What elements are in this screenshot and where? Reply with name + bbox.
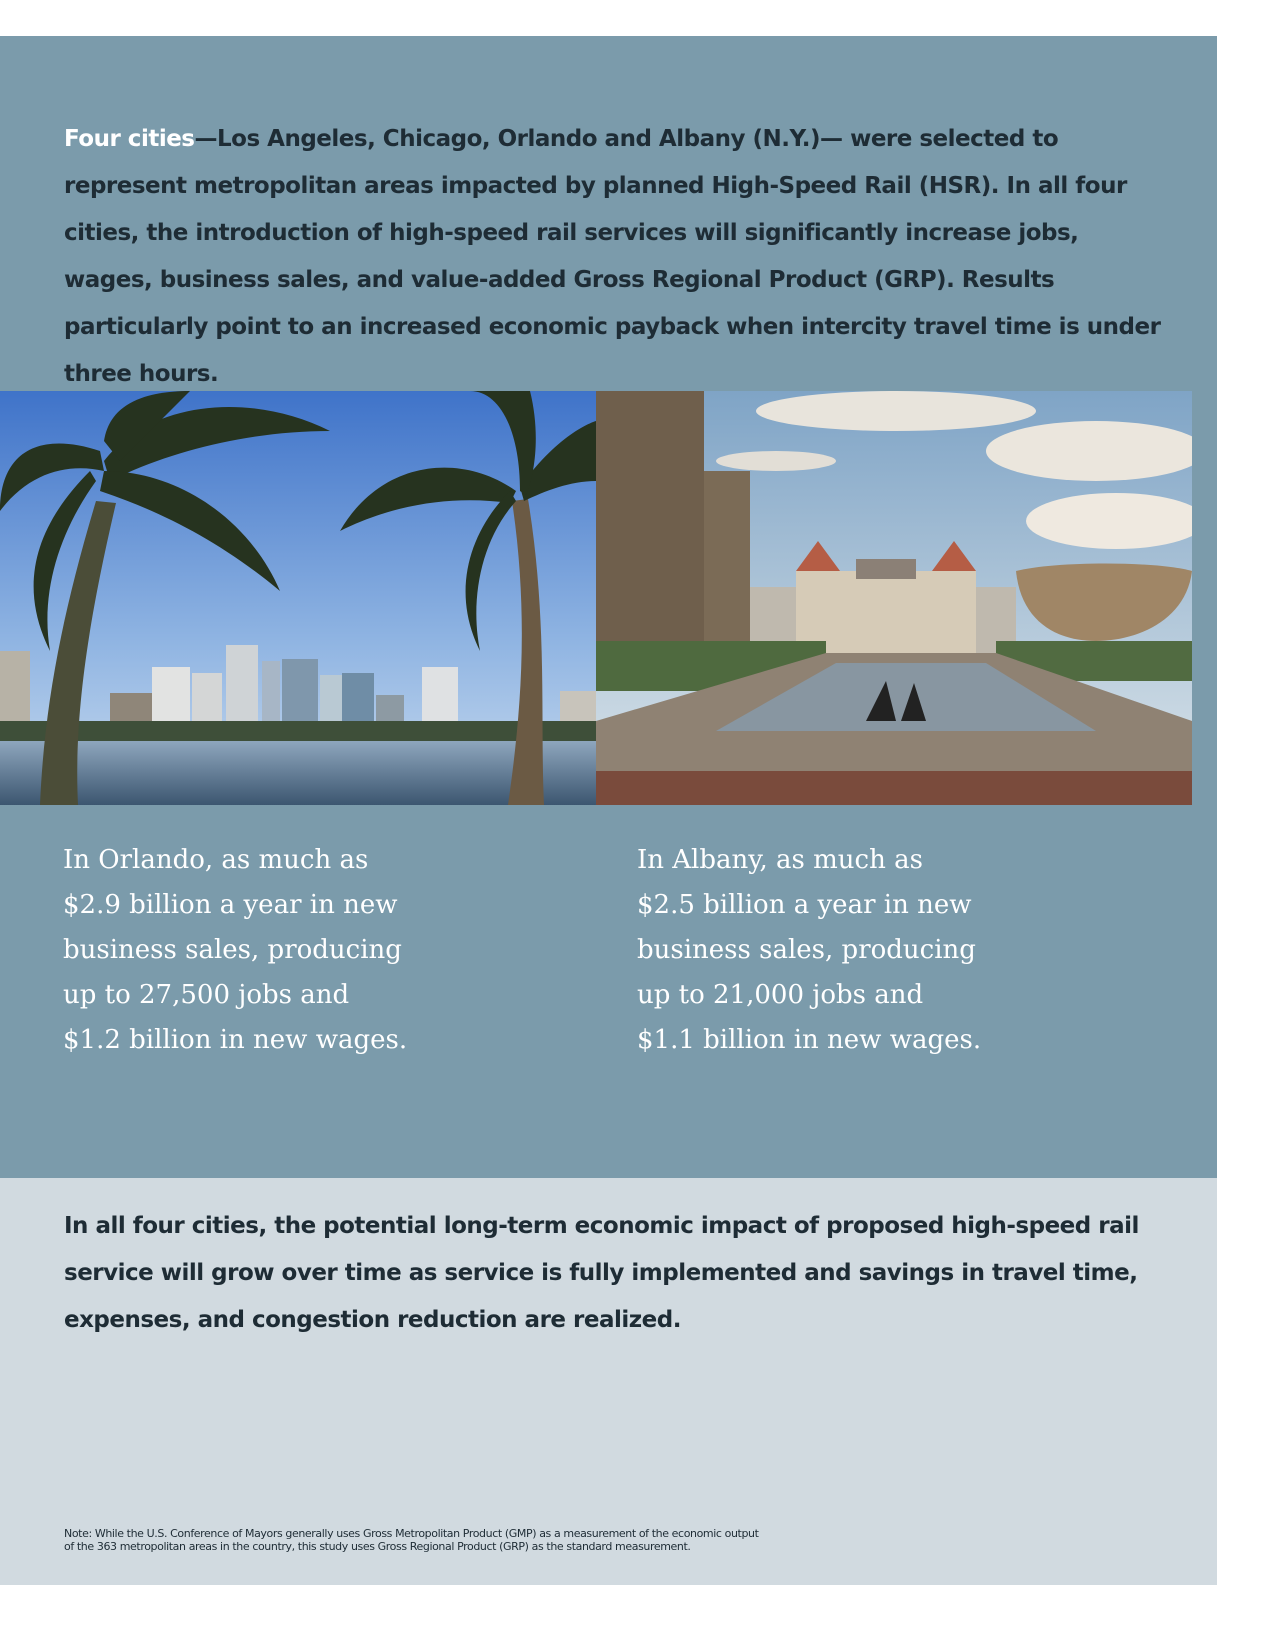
albany-line: $2.5 billion a year in new bbox=[637, 890, 972, 920]
orlando-line: In Orlando, as much as bbox=[63, 845, 369, 875]
intro-lead: Four cities bbox=[64, 126, 195, 152]
albany-text bbox=[637, 838, 1157, 1063]
footnote-line: of the 363 metropolitan areas in the country, this study uses Gross Regional Product (GRP) as the standard measurement. bbox=[64, 1540, 691, 1553]
orlando-text bbox=[63, 838, 583, 1063]
intro-paragraph bbox=[64, 116, 1174, 398]
albany-line: business sales, producing bbox=[637, 935, 976, 965]
albany-line: In Albany, as much as bbox=[637, 845, 923, 875]
summary-paragraph: In all four cities, the potential long-term economic impact of proposed high-speed rail service will grow over time as service is fully implemented and savings in travel time, expenses, and congestion reduction are realized. bbox=[64, 1213, 1139, 1333]
orlando-line: $2.9 billion a year in new bbox=[63, 890, 398, 920]
albany-line: up to 21,000 jobs and bbox=[637, 980, 924, 1010]
albany-photo bbox=[596, 391, 1192, 805]
orlando-line: $1.2 billion in new wages. bbox=[63, 1025, 408, 1055]
photo-strip bbox=[0, 391, 1192, 805]
orlando-line: up to 27,500 jobs and bbox=[63, 980, 350, 1010]
orlando-line: business sales, producing bbox=[63, 935, 402, 965]
albany-line: $1.1 billion in new wages. bbox=[637, 1025, 982, 1055]
intro-body: —Los Angeles, Chicago, Orlando and Albany (N.Y.)— were selected to represent metropolitan areas impacted by planned High-Speed Rail (HSR). In all four cities, the introduction of high-speed rail services will significantly increase jobs, wages, business sales, and value-added Gross Regional Product (GRP). Results particularly point to an increased economic payback when intercity travel time is under three hours. bbox=[64, 126, 1161, 387]
orlando-photo bbox=[0, 391, 596, 805]
footnote-line: Note: While the U.S. Conference of Mayors generally uses Gross Metropolitan Product (GMP) as a measurement of the economic output bbox=[64, 1527, 759, 1540]
footnote bbox=[64, 1527, 964, 1553]
